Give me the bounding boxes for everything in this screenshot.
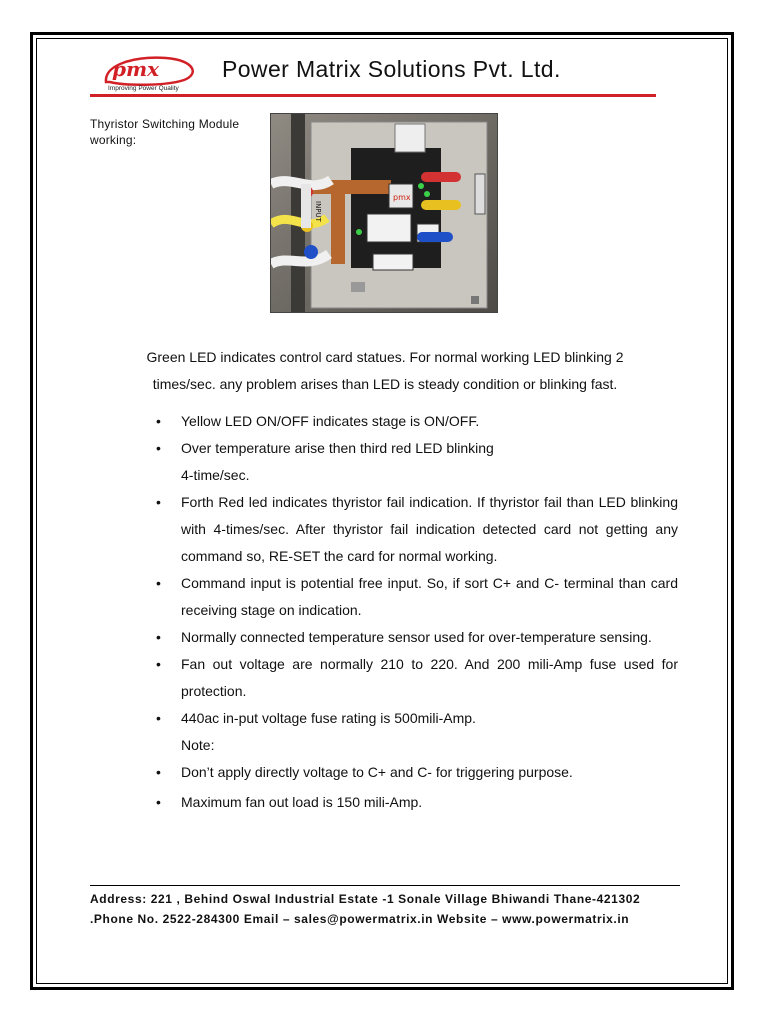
- list-item-text: 440ac in-put voltage fuse rating is 500mili-Amp.: [181, 710, 476, 726]
- company-logo: [96, 52, 200, 94]
- list-item-continuation: 4-time/sec.: [181, 467, 250, 483]
- module-photo: [270, 113, 498, 313]
- list-item-text: Command input is potential free input. So, if sort C+ and C- terminal than card receiving stage on indication.: [181, 575, 678, 618]
- list-item-text: Forth Red led indicates thyristor fail indication. If thyristor fail than LED blinking with 4-times/sec. After thyristor fail indication detected card not getting any command so, RE-SET the card for normal working.: [181, 494, 678, 564]
- list-item-text: Yellow LED ON/OFF indicates stage is ON/OFF.: [181, 413, 480, 429]
- intro-paragraph: [110, 344, 660, 398]
- intro-line-1: Green LED indicates control card statues. For normal working LED blinking 2: [146, 349, 624, 365]
- list-item: [150, 435, 678, 489]
- list-item-text: Normally connected temperature sensor used for over-temperature sensing.: [181, 629, 652, 645]
- list-item-text: Over temperature arise then third red LED blinking: [181, 440, 494, 456]
- list-item-text: Don’t apply directly voltage to C+ and C- for triggering purpose.: [181, 764, 573, 780]
- logo-tagline: Improving Power Quality: [108, 85, 179, 92]
- bullet-icon: •: [156, 656, 161, 672]
- caption-line-1: Thyristor Switching Module: [90, 117, 240, 131]
- list-item-text: Maximum fan out load is 150 mili-Amp.: [181, 794, 423, 810]
- list-item: [150, 408, 678, 435]
- module-photo-illustration: [271, 114, 498, 313]
- caption-line-2: working:: [90, 133, 137, 147]
- footer-divider: [90, 885, 680, 886]
- bullet-icon: •: [156, 710, 161, 726]
- logo-wordmark: pmx: [112, 57, 160, 81]
- info-bullet-list: [150, 408, 678, 816]
- list-item: [150, 624, 678, 651]
- footer-contact: [90, 889, 690, 929]
- header-divider: [90, 94, 656, 97]
- section-caption: [90, 116, 260, 148]
- bullet-icon: •: [156, 764, 161, 780]
- bullet-icon: •: [156, 413, 161, 429]
- list-item-text: Fan out voltage are normally 210 to 220. And 200 mili-Amp fuse used for protection.: [181, 656, 678, 699]
- list-item: [150, 789, 678, 816]
- svg-text:pmx: pmx: [393, 193, 411, 202]
- intro-line-2: times/sec. any problem arises than LED is steady condition or blinking fast.: [152, 376, 618, 392]
- bullet-icon: •: [156, 794, 161, 810]
- footer-contact-line: .Phone No. 2522-284300 Email – sales@powermatrix.in Website – www.powermatrix.in: [90, 912, 630, 926]
- list-item: [150, 759, 678, 786]
- bullet-icon: •: [156, 575, 161, 591]
- list-item: [150, 705, 678, 759]
- company-name: Power Matrix Solutions Pvt. Ltd.: [222, 56, 561, 82]
- photo-input-label: INPUT: [314, 201, 322, 222]
- footer-address: Address: 221 , Behind Oswal Industrial Estate -1 Sonale Village Bhiwandi Thane-421302: [90, 892, 641, 906]
- note-label: Note:: [181, 737, 215, 753]
- bullet-icon: •: [156, 629, 161, 645]
- bullet-icon: •: [156, 440, 161, 456]
- list-item: [150, 651, 678, 705]
- list-item: [150, 570, 678, 624]
- bullet-icon: •: [156, 494, 161, 510]
- list-item: [150, 489, 678, 570]
